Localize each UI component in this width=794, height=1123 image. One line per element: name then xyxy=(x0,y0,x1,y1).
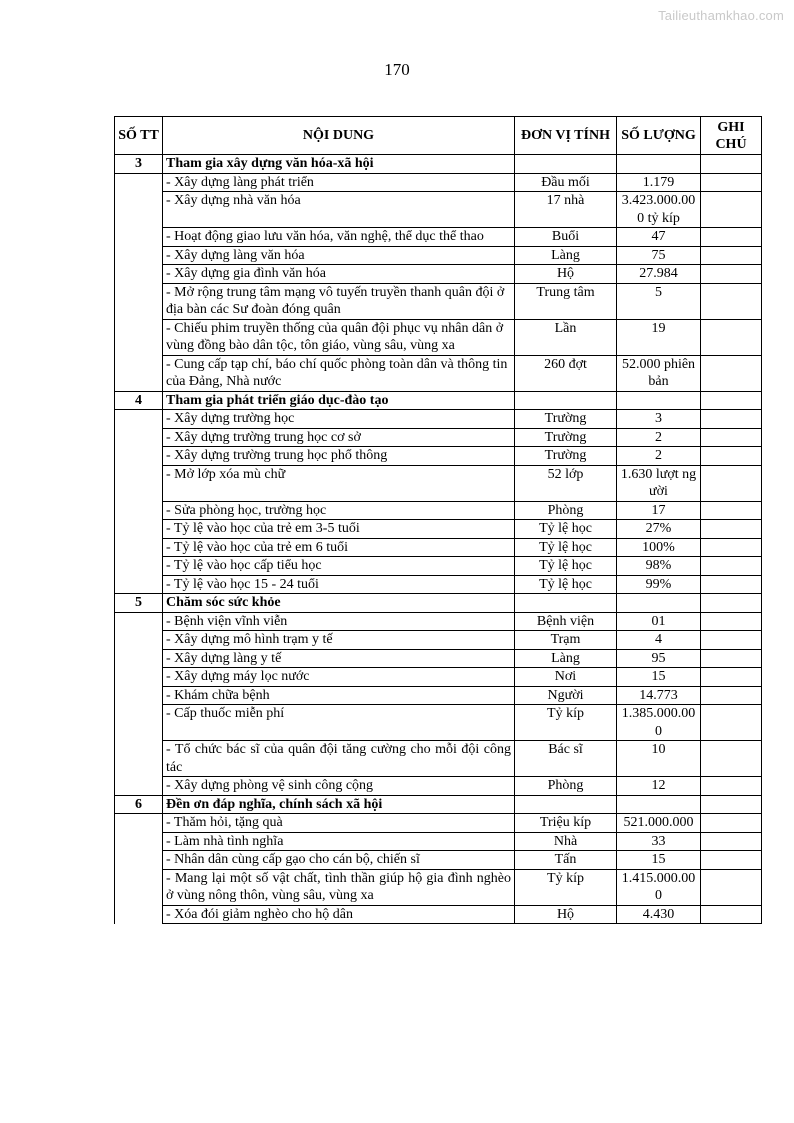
table-row xyxy=(115,428,762,447)
row-note xyxy=(701,741,762,777)
row-quantity: 1.385.000.000 xyxy=(617,705,701,741)
row-quantity: 95 xyxy=(617,649,701,668)
row-quantity: 2 xyxy=(617,447,701,466)
table-row xyxy=(115,612,762,631)
section-number: 5 xyxy=(115,594,163,613)
row-stt-cell xyxy=(115,686,163,705)
section-title: Tham gia phát triển giáo dục-đào tạo xyxy=(163,391,515,410)
row-note xyxy=(701,557,762,576)
table-body xyxy=(115,155,762,924)
row-unit: Trường xyxy=(515,447,617,466)
section-number: 3 xyxy=(115,155,163,174)
table-row xyxy=(115,355,762,391)
section-row xyxy=(115,594,762,613)
row-stt-cell xyxy=(115,557,163,576)
section-unit-cell xyxy=(515,155,617,174)
section-row xyxy=(115,391,762,410)
row-content: - Xây dựng máy lọc nước xyxy=(163,668,515,687)
row-unit: Tỷ lệ học xyxy=(515,538,617,557)
row-quantity: 27.984 xyxy=(617,265,701,284)
table-row xyxy=(115,575,762,594)
row-note xyxy=(701,192,762,228)
row-content: - Mở lớp xóa mù chữ xyxy=(163,465,515,501)
watermark: Tailieuthamkhao.com xyxy=(658,8,784,23)
row-content: - Tỷ lệ vào học cấp tiểu học xyxy=(163,557,515,576)
row-quantity: 1.415.000.000 xyxy=(617,869,701,905)
row-quantity: 521.000.000 xyxy=(617,814,701,833)
row-quantity: 2 xyxy=(617,428,701,447)
row-content: - Mở rộng trung tâm mạng vô tuyến truyền thanh quân đội ở địa bàn các Sư đoàn đóng quân xyxy=(163,283,515,319)
section-row xyxy=(115,795,762,814)
header-stt: SỐ TT xyxy=(115,117,163,155)
row-stt-cell xyxy=(115,649,163,668)
row-content: - Xây dựng nhà văn hóa xyxy=(163,192,515,228)
row-quantity: 15 xyxy=(617,851,701,870)
row-unit: Tỷ kíp xyxy=(515,869,617,905)
row-unit: Bệnh viện xyxy=(515,612,617,631)
table-row xyxy=(115,777,762,796)
row-note xyxy=(701,246,762,265)
table-row xyxy=(115,447,762,466)
row-stt-cell xyxy=(115,447,163,466)
row-note xyxy=(701,851,762,870)
row-note xyxy=(701,447,762,466)
row-content: - Tỷ lệ vào học 15 - 24 tuổi xyxy=(163,575,515,594)
row-content: - Xây dựng phòng vệ sinh công cộng xyxy=(163,777,515,796)
table-row xyxy=(115,319,762,355)
row-quantity: 75 xyxy=(617,246,701,265)
row-content: - Khám chữa bệnh xyxy=(163,686,515,705)
row-unit: Trung tâm xyxy=(515,283,617,319)
row-content: - Hoạt động giao lưu văn hóa, văn nghệ, thể dục thể thao xyxy=(163,228,515,247)
row-stt-cell xyxy=(115,905,163,924)
row-note xyxy=(701,705,762,741)
row-stt-cell xyxy=(115,283,163,319)
row-content: - Làm nhà tình nghĩa xyxy=(163,832,515,851)
row-unit: Tỷ lệ học xyxy=(515,575,617,594)
row-stt-cell xyxy=(115,410,163,429)
table-row xyxy=(115,741,762,777)
row-content: - Cấp thuốc miễn phí xyxy=(163,705,515,741)
row-quantity: 19 xyxy=(617,319,701,355)
row-unit: Tỷ lệ học xyxy=(515,557,617,576)
table-row xyxy=(115,686,762,705)
row-stt-cell xyxy=(115,173,163,192)
section-note-cell xyxy=(701,391,762,410)
row-quantity: 47 xyxy=(617,228,701,247)
table-row xyxy=(115,410,762,429)
row-note xyxy=(701,905,762,924)
row-unit: Triệu kíp xyxy=(515,814,617,833)
section-quantity-cell xyxy=(617,391,701,410)
table-row xyxy=(115,501,762,520)
table-row xyxy=(115,538,762,557)
section-note-cell xyxy=(701,795,762,814)
row-unit: Tỷ kíp xyxy=(515,705,617,741)
row-unit: Buổi xyxy=(515,228,617,247)
table-row xyxy=(115,192,762,228)
table-row xyxy=(115,283,762,319)
row-unit: Trường xyxy=(515,410,617,429)
row-stt-cell xyxy=(115,705,163,741)
row-unit: 260 đợt xyxy=(515,355,617,391)
row-unit: Lần xyxy=(515,319,617,355)
row-unit: Hộ xyxy=(515,265,617,284)
section-number: 4 xyxy=(115,391,163,410)
row-note xyxy=(701,649,762,668)
row-content: - Xây dựng trường trung học cơ sở xyxy=(163,428,515,447)
header-unit: ĐƠN VỊ TÍNH xyxy=(515,117,617,155)
row-stt-cell xyxy=(115,777,163,796)
row-content: - Thăm hỏi, tặng quà xyxy=(163,814,515,833)
section-note-cell xyxy=(701,594,762,613)
table-row xyxy=(115,905,762,924)
row-stt-cell xyxy=(115,851,163,870)
row-note xyxy=(701,869,762,905)
row-unit: Trạm xyxy=(515,631,617,650)
row-content: - Tổ chức bác sĩ của quân đội tăng cường cho mỗi đội công tác xyxy=(163,741,515,777)
row-content: - Xây dựng trường trung học phổ thông xyxy=(163,447,515,466)
row-note xyxy=(701,832,762,851)
section-number: 6 xyxy=(115,795,163,814)
table-row xyxy=(115,228,762,247)
row-quantity: 10 xyxy=(617,741,701,777)
row-content: - Xây dựng làng văn hóa xyxy=(163,246,515,265)
row-unit: Phòng xyxy=(515,501,617,520)
row-stt-cell xyxy=(115,428,163,447)
row-note xyxy=(701,538,762,557)
row-stt-cell xyxy=(115,612,163,631)
section-row xyxy=(115,155,762,174)
row-content: - Nhân dân cùng cấp gạo cho cán bộ, chiến sĩ xyxy=(163,851,515,870)
page-number: 170 xyxy=(384,60,410,79)
row-quantity: 100% xyxy=(617,538,701,557)
row-quantity: 33 xyxy=(617,832,701,851)
section-quantity-cell xyxy=(617,795,701,814)
row-quantity: 4.430 xyxy=(617,905,701,924)
row-quantity: 4 xyxy=(617,631,701,650)
row-unit: Đầu mối xyxy=(515,173,617,192)
section-title: Chăm sóc sức khỏe xyxy=(163,594,515,613)
row-unit: Nơi xyxy=(515,668,617,687)
row-stt-cell xyxy=(115,668,163,687)
table-row xyxy=(115,173,762,192)
row-content: - Xây dựng gia đình văn hóa xyxy=(163,265,515,284)
row-stt-cell xyxy=(115,355,163,391)
row-quantity: 27% xyxy=(617,520,701,539)
row-stt-cell xyxy=(115,575,163,594)
row-stt-cell xyxy=(115,869,163,905)
section-note-cell xyxy=(701,155,762,174)
row-quantity: 52.000 phiên bản xyxy=(617,355,701,391)
table-row xyxy=(115,520,762,539)
row-unit: Làng xyxy=(515,246,617,265)
section-unit-cell xyxy=(515,391,617,410)
table-row xyxy=(115,246,762,265)
row-quantity: 5 xyxy=(617,283,701,319)
row-unit: Người xyxy=(515,686,617,705)
header-content: NỘI DUNG xyxy=(163,117,515,155)
row-note xyxy=(701,777,762,796)
row-quantity: 98% xyxy=(617,557,701,576)
row-unit: 52 lớp xyxy=(515,465,617,501)
row-stt-cell xyxy=(115,228,163,247)
row-content: - Cung cấp tạp chí, báo chí quốc phòng toàn dân và thông tin của Đảng, Nhà nước xyxy=(163,355,515,391)
row-note xyxy=(701,814,762,833)
data-table xyxy=(114,116,762,924)
header-note: GHI CHÚ xyxy=(701,117,762,155)
row-stt-cell xyxy=(115,538,163,557)
row-note xyxy=(701,355,762,391)
row-content: - Chiếu phim truyền thống của quân đội phục vụ nhân dân ở vùng đồng bào dân tộc, tôn giáo, vùng sâu, vùng xa xyxy=(163,319,515,355)
row-stt-cell xyxy=(115,741,163,777)
table-row xyxy=(115,557,762,576)
row-quantity: 17 xyxy=(617,501,701,520)
row-content: - Xóa đói giảm nghèo cho hộ dân xyxy=(163,905,515,924)
row-content: - Mang lại một số vật chất, tình thần giúp hộ gia đình nghèo ở vùng nông thôn, vùng sâu, vùng xa xyxy=(163,869,515,905)
row-unit: Hộ xyxy=(515,905,617,924)
row-quantity: 1.179 xyxy=(617,173,701,192)
section-unit-cell xyxy=(515,594,617,613)
header-quantity: SỐ LƯỢNG xyxy=(617,117,701,155)
table-header-row xyxy=(115,117,762,155)
row-note xyxy=(701,428,762,447)
row-unit: Nhà xyxy=(515,832,617,851)
table-row xyxy=(115,851,762,870)
row-quantity: 3.423.000.000 tỷ kíp xyxy=(617,192,701,228)
row-stt-cell xyxy=(115,520,163,539)
row-content: - Xây dựng làng phát triển xyxy=(163,173,515,192)
row-note xyxy=(701,686,762,705)
section-unit-cell xyxy=(515,795,617,814)
row-stt-cell xyxy=(115,192,163,228)
row-quantity: 3 xyxy=(617,410,701,429)
row-quantity: 99% xyxy=(617,575,701,594)
row-note xyxy=(701,501,762,520)
section-title: Tham gia xây dựng văn hóa-xã hội xyxy=(163,155,515,174)
row-quantity: 14.773 xyxy=(617,686,701,705)
row-quantity: 01 xyxy=(617,612,701,631)
table-row xyxy=(115,668,762,687)
row-unit: Bác sĩ xyxy=(515,741,617,777)
row-content: - Bệnh viện vĩnh viễn xyxy=(163,612,515,631)
row-unit: 17 nhà xyxy=(515,192,617,228)
row-stt-cell xyxy=(115,814,163,833)
row-note xyxy=(701,631,762,650)
row-content: - Xây dựng làng y tế xyxy=(163,649,515,668)
row-content: - Xây dựng mô hình trạm y tế xyxy=(163,631,515,650)
row-stt-cell xyxy=(115,246,163,265)
section-quantity-cell xyxy=(617,594,701,613)
row-stt-cell xyxy=(115,465,163,501)
row-stt-cell xyxy=(115,501,163,520)
row-unit: Làng xyxy=(515,649,617,668)
row-content: - Xây dựng trường học xyxy=(163,410,515,429)
row-note xyxy=(701,283,762,319)
row-unit: Tỷ lệ học xyxy=(515,520,617,539)
row-note xyxy=(701,520,762,539)
row-stt-cell xyxy=(115,832,163,851)
row-stt-cell xyxy=(115,319,163,355)
row-unit: Trường xyxy=(515,428,617,447)
row-note xyxy=(701,265,762,284)
table-row xyxy=(115,631,762,650)
table-row xyxy=(115,265,762,284)
row-note xyxy=(701,668,762,687)
row-unit: Tấn xyxy=(515,851,617,870)
row-note xyxy=(701,228,762,247)
section-title: Đền ơn đáp nghĩa, chính sách xã hội xyxy=(163,795,515,814)
table-row xyxy=(115,465,762,501)
table-row xyxy=(115,705,762,741)
table-row xyxy=(115,814,762,833)
section-quantity-cell xyxy=(617,155,701,174)
row-stt-cell xyxy=(115,265,163,284)
row-content: - Sửa phòng học, trường học xyxy=(163,501,515,520)
row-note xyxy=(701,612,762,631)
row-note xyxy=(701,465,762,501)
row-quantity: 1.630 lượt người xyxy=(617,465,701,501)
table-row xyxy=(115,832,762,851)
row-quantity: 12 xyxy=(617,777,701,796)
row-note xyxy=(701,319,762,355)
row-unit: Phòng xyxy=(515,777,617,796)
table-row xyxy=(115,649,762,668)
row-note xyxy=(701,410,762,429)
row-note xyxy=(701,575,762,594)
table-row xyxy=(115,869,762,905)
row-stt-cell xyxy=(115,631,163,650)
row-note xyxy=(701,173,762,192)
row-quantity: 15 xyxy=(617,668,701,687)
row-content: - Tỷ lệ vào học của trẻ em 3-5 tuổi xyxy=(163,520,515,539)
row-content: - Tỷ lệ vào học của trẻ em 6 tuổi xyxy=(163,538,515,557)
